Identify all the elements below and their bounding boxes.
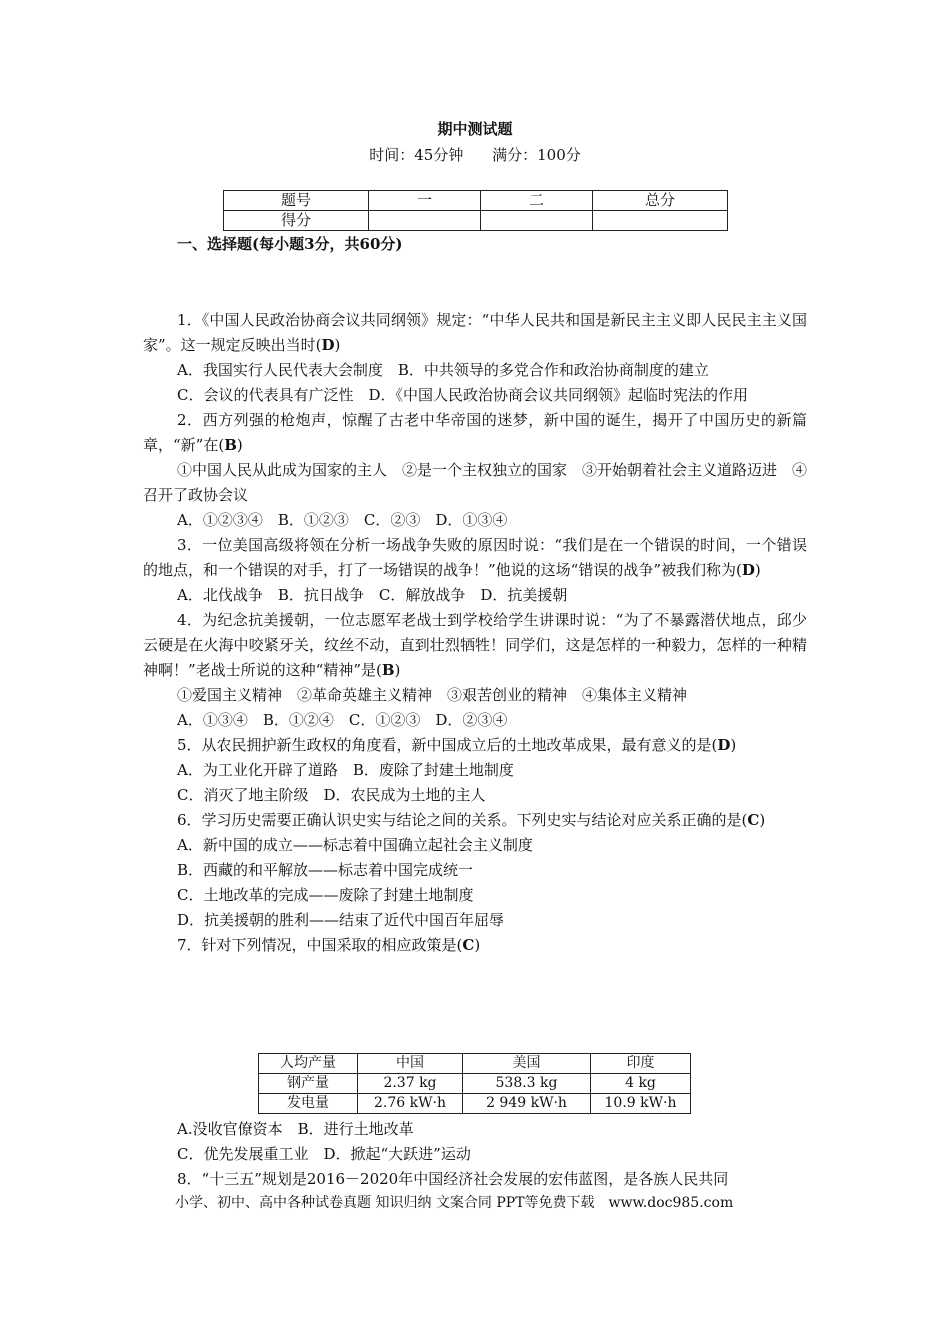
option-line: D．抗美援朝的胜利——结束了近代中国百年屈辱: [177, 911, 505, 929]
option-line: A.没收官僚资本 B．进行土地改革: [177, 1120, 414, 1138]
table-cell: 中国: [358, 1054, 463, 1074]
table-cell: 2.37 kg: [358, 1074, 463, 1094]
answer-key: D: [321, 336, 335, 354]
full-score-label: 满分：100分: [492, 146, 581, 164]
option-line: ①中国人民从此成为国家的主人 ②是一个主权独立的国家 ③开始朝着社会主义道路迈进 ④召开了政协会议: [143, 461, 808, 504]
stem-close: ): [759, 811, 766, 829]
table-row: [224, 191, 728, 211]
table-row: [224, 211, 728, 231]
option-line: B．西藏的和平解放——标志着中国完成统一: [177, 861, 474, 879]
stem-close: ): [236, 436, 243, 454]
table-cell: 一: [369, 191, 481, 211]
option-line: C．土地改革的完成——废除了封建土地制度: [177, 886, 474, 904]
table-cell: [593, 211, 728, 231]
option-line: A．为工业化开辟了道路 B．废除了封建土地制度: [177, 761, 514, 779]
score-table: [223, 190, 728, 231]
table-cell: 题号: [224, 191, 369, 211]
stem-close: ): [754, 561, 761, 579]
question-stem: [143, 533, 807, 583]
table-row: [259, 1054, 691, 1074]
answer-key: B: [224, 436, 237, 454]
question-stem: [143, 408, 807, 458]
table-row: [259, 1074, 691, 1094]
question-stem: [143, 308, 807, 358]
answer-key: D: [717, 736, 731, 754]
table-row: [259, 1094, 691, 1114]
answer-key: C: [747, 811, 760, 829]
production-table: [258, 1053, 691, 1114]
question-tail: [143, 1117, 807, 1192]
table-cell: 二: [481, 191, 593, 211]
table-cell: 2 949 kW·h: [463, 1094, 591, 1114]
stem-text: 7．针对下列情况，中国采取的相应政策是(: [177, 936, 463, 954]
question-list: [143, 308, 807, 958]
stem-text: 2．西方列强的枪炮声，惊醒了古老中华帝国的迷梦，新中国的诞生，揭开了中国历史的新篇章，“新”在(: [143, 411, 807, 454]
answer-key: D: [741, 561, 755, 579]
table-cell: 人均产量: [259, 1054, 358, 1074]
table-cell: 美国: [463, 1054, 591, 1074]
footer-ad: 小学、初中、高中各种试卷真题 知识归纳 文案合同 PPT等免费下载 www.doc985.com: [175, 1195, 734, 1211]
table-cell: 钢产量: [259, 1074, 358, 1094]
table-cell: 10.9 kW·h: [591, 1094, 691, 1114]
question-stem: [143, 608, 807, 683]
option-line: ①爱国主义精神 ②革命英雄主义精神 ③艰苦创业的精神 ④集体主义精神: [177, 686, 688, 704]
stem-close: ): [334, 336, 341, 354]
question-stem: 8．“十三五”规划是2016－2020年中国经济社会发展的宏伟蓝图，是各族人民共同: [177, 1170, 729, 1188]
option-line: C．优先发展重工业 D．掀起“大跃进”运动: [177, 1145, 471, 1163]
option-line: A．我国实行人民代表大会制度 B．中共领导的多党合作和政治协商制度的建立: [177, 361, 709, 379]
time-label: 时间：45分钟: [369, 146, 464, 164]
stem-text: 5．从农民拥护新生政权的角度看，新中国成立后的土地改革成果，最有意义的是(: [177, 736, 718, 754]
page-title: 期中测试题: [437, 120, 513, 138]
section-heading: 一、选择题(每小题3分，共60分): [177, 235, 403, 253]
option-line: A．①②③④ B．①②③ C．②③ D．①③④: [177, 511, 508, 529]
option-line: C．会议的代表具有广泛性 D．《中国人民政治协商会议共同纲领》起临时宪法的作用: [177, 386, 749, 404]
option-line: C．消灭了地主阶级 D．农民成为土地的主人: [177, 786, 486, 804]
stem-text: 3．一位美国高级将领在分析一场战争失败的原因时说：“我们是在一个错误的时间，一个错误的地点，和一个错误的对手，打了一场错误的战争！”他说的这场“错误的战争”被我们称为(: [143, 536, 807, 579]
option-line: A．①③④ B．①②④ C．①②③ D．②③④: [177, 711, 508, 729]
stem-close: ): [394, 661, 401, 679]
table-cell: 2.76 kW·h: [358, 1094, 463, 1114]
option-line: A．新中国的成立——标志着中国确立起社会主义制度: [177, 836, 533, 854]
exam-info: [0, 144, 950, 165]
stem-text: 4．为纪念抗美援朝，一位志愿军老战士到学校给学生讲课时说：“为了不暴露潜伏地点，邱少云硬是在火海中咬紧牙关，纹丝不动，直到壮烈牺牲！同学们，这是怎样的一种毅力，怎样的一种精神啊！”老战士所说的这种“精神”是(: [143, 611, 807, 679]
question-stem: [143, 933, 807, 958]
stem-text: 6．学习历史需要正确认识史实与结论之间的关系。下列史实与结论对应关系正确的是(: [177, 811, 748, 829]
table-cell: 4 kg: [591, 1074, 691, 1094]
table-cell: [481, 211, 593, 231]
table-cell: 总分: [593, 191, 728, 211]
table-cell: 得分: [224, 211, 369, 231]
question-stem: [143, 808, 807, 833]
table-cell: 538.3 kg: [463, 1074, 591, 1094]
table-cell: 印度: [591, 1054, 691, 1074]
stem-close: ): [474, 936, 481, 954]
question-stem: [143, 733, 807, 758]
answer-key: B: [381, 661, 395, 679]
option-line: A．北伐战争 B．抗日战争 C．解放战争 D．抗美援朝: [177, 586, 568, 604]
stem-close: ): [730, 736, 737, 754]
answer-key: C: [462, 936, 475, 954]
table-cell: [369, 211, 481, 231]
stem-text: 1．《中国人民政治协商会议共同纲领》规定：“中华人民共和国是新民主主义即人民民主主义国家”。这一规定反映出当时(: [143, 311, 807, 354]
table-cell: 发电量: [259, 1094, 358, 1114]
